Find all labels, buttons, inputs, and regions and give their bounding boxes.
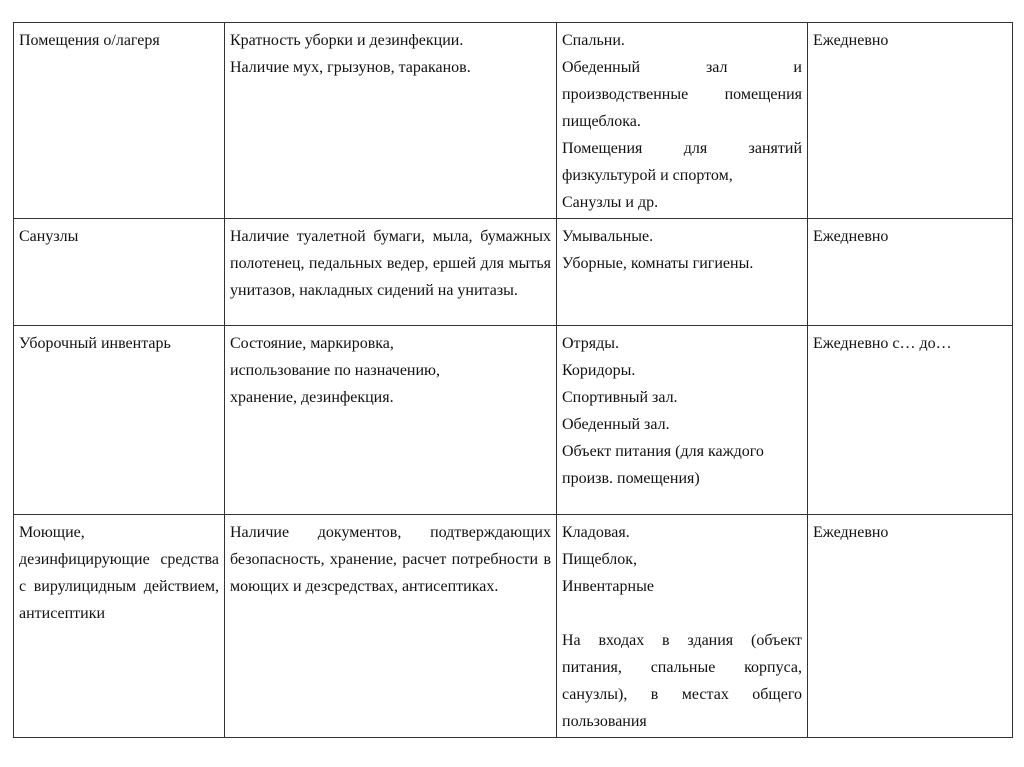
location-cell xyxy=(557,515,808,738)
cell-text: Наличие мух, грызунов, тараканов. xyxy=(230,59,471,76)
cell-text: Кладовая. xyxy=(562,524,630,541)
criteria-cell xyxy=(225,326,557,515)
table-row xyxy=(14,515,1013,738)
table-row xyxy=(14,326,1013,515)
cell-text: Ежедневно xyxy=(813,32,889,49)
criteria-cell xyxy=(225,219,557,326)
cell-text: Наличие документов, подтверждающих безопасность, хранение, расчет потребности в моющих и дезсредствах, антисептиках. xyxy=(230,524,551,595)
location-cell xyxy=(557,326,808,515)
cell-text: Помещения для занятий физкультурой и спортом, xyxy=(562,140,802,184)
location-cell xyxy=(557,23,808,219)
cell-text: Ежедневно xyxy=(813,524,889,541)
cell-text: Уборочный инвентарь xyxy=(19,335,171,352)
cell-text: Коридоры. xyxy=(562,362,636,379)
cell-text: Наличие туалетной бумаги, мыла, бумажных полотенец, педальных ведер, ершей для мытья унитазов, накладных сидений на унитазы. xyxy=(230,228,551,299)
cell-text: Спальни. xyxy=(562,32,625,49)
cell-text: хранение, дезинфекция. xyxy=(230,389,394,406)
frequency-cell xyxy=(808,23,1013,219)
table-row xyxy=(14,23,1013,219)
cell-text: Санузлы и др. xyxy=(562,194,659,211)
frequency-cell xyxy=(808,515,1013,738)
cell-text: Спортивный зал. xyxy=(562,389,678,406)
cell-text: Инвентарные xyxy=(562,578,654,595)
cell-text: Ежедневно xyxy=(813,228,889,245)
object-cell xyxy=(14,515,225,738)
object-cell xyxy=(14,23,225,219)
cell-text: Состояние, маркировка, xyxy=(230,335,394,352)
cell-text: использование по назначению, xyxy=(230,362,440,379)
cell-text: Помещения о/лагеря xyxy=(19,32,160,49)
cell-text: На входах в здания (объект питания, спальные корпуса, санузлы), в местах общего пользования xyxy=(562,632,802,730)
cell-text xyxy=(562,600,802,627)
cell-text: Пищеблок, xyxy=(562,551,638,568)
cell-text: Умывальные. xyxy=(562,228,654,245)
frequency-cell xyxy=(808,219,1013,326)
hygiene-control-table xyxy=(13,22,1013,738)
cell-text: Моющие, дезинфицирующие средства с вирулицидным действием, антисептики xyxy=(19,524,219,622)
table-row xyxy=(14,219,1013,326)
cell-text: Объект питания (для каждого произв. помещения) xyxy=(562,443,764,487)
location-cell xyxy=(557,219,808,326)
cell-text: Обеденный зал. xyxy=(562,416,670,433)
cell-text: Кратность уборки и дезинфекции. xyxy=(230,32,464,49)
cell-text: Отряды. xyxy=(562,335,619,352)
cell-text: Обеденный зал и производственные помещения пищеблока. xyxy=(562,59,802,130)
cell-text: Уборные, комнаты гигиены. xyxy=(562,255,754,272)
object-cell xyxy=(14,326,225,515)
cell-text: Ежедневно с… до… xyxy=(813,335,952,352)
frequency-cell xyxy=(808,326,1013,515)
cell-text: Санузлы xyxy=(19,228,79,245)
criteria-cell xyxy=(225,515,557,738)
object-cell xyxy=(14,219,225,326)
criteria-cell xyxy=(225,23,557,219)
